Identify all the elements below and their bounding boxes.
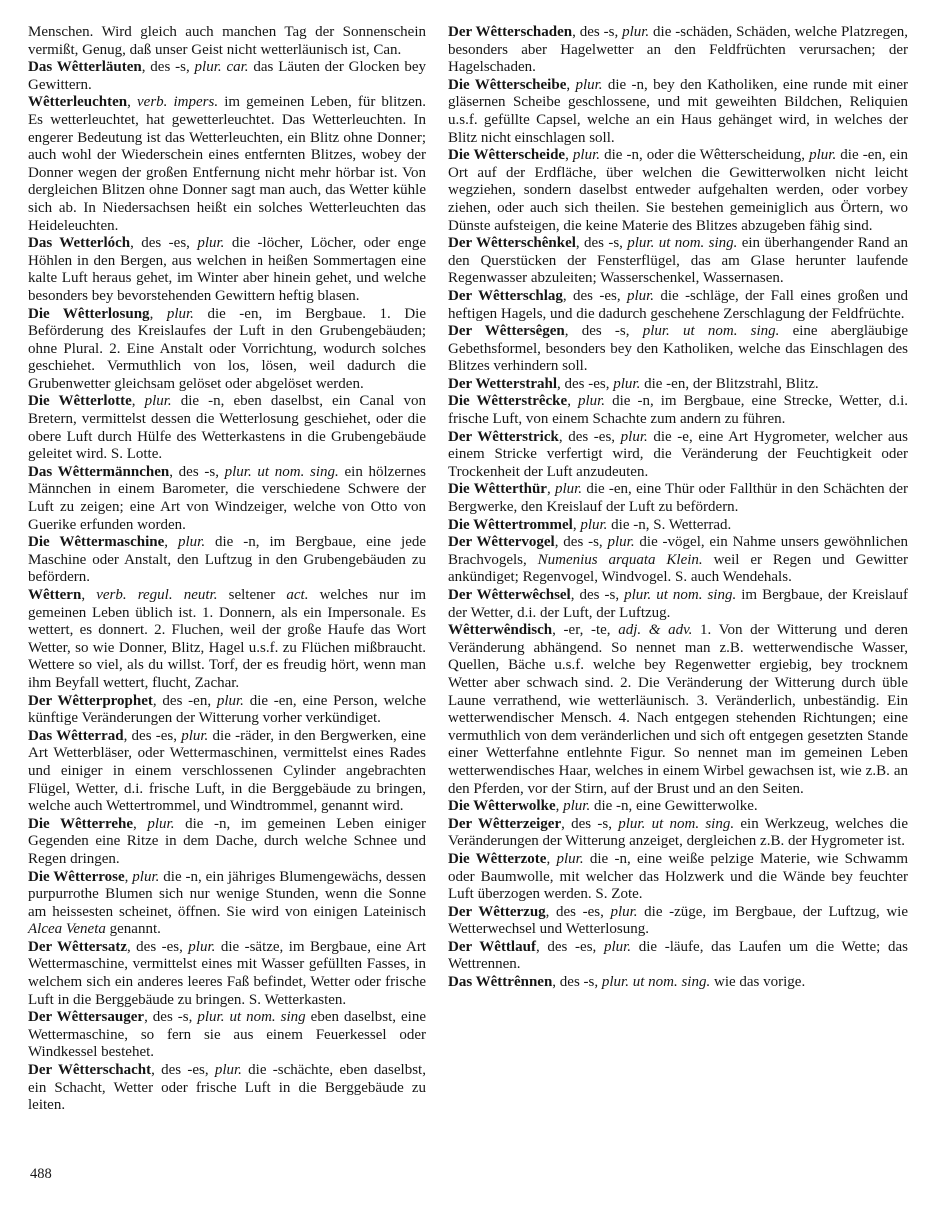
entry-text: , <box>565 147 573 164</box>
dictionary-entry <box>28 869 426 939</box>
entry-grammar-label: plur. <box>809 147 837 164</box>
entry-grammar-label: plur. car. <box>194 59 249 76</box>
entry-text: 1. Von der Witterung und deren Veränderung abhängend. So nennet man z.B. wetterwendische Wasser, Quellen, Bäche u.s.f. welche bey Regenwetter ergiebig, bey trocknem Wetter aber schwach sind. 2. Die Veränderung der Witterung durch üble Laune verrathend, wie wetterläunisch. 3. Veränderlich, unbeständig. Ein wetterwendischer Mensch. 4. Nach entgegen stehenden Richtungen; eine vermuthlich von dem veränderlichen und sich oft entgegen gesetzten Stande einer Wetterfahne entlehnte Figur. So nennet man im gemeinen Leben wetterwendisches Haar, welches in einem Wirbel gewachsen ist, wie z.B. an den Pferden, vor der Stirn, auf der Brust und an den Seiten. <box>448 622 908 797</box>
entry-headword: Die Wêtterscheibe <box>448 76 567 93</box>
entry-text: die -n, eben daselbst, ein Canal von Bretern, vermittelst dessen die Wetterlosung geschiehet, oder die obere Luft durch Hülfe des Wetterkastens in die Grubengebäude geleitet wird. S. Lotte. <box>28 393 426 463</box>
entry-text: , <box>149 305 167 322</box>
entry-text: die -en, im Bergbaue. 1. Die Beförderung des Kreislaufes der Luft in den Grubengebäuden; ohne Plural. 2. Eine Anstalt oder Vorrichtung, wodurch solches geschiehet. Vermuthlich von los, lösen, weil dadurch die Grubenwetter gleichsam gelöset oder abgelöset werden. <box>28 305 426 392</box>
entry-grammar-label: adj. & adv. <box>618 622 693 639</box>
entry-headword: Wêtterwêndisch <box>448 622 553 639</box>
entry-headword: Die Wêtterrehe <box>28 815 134 832</box>
entry-text: , <box>127 94 137 111</box>
entry-text: , des -s, <box>141 59 195 76</box>
dictionary-entry <box>448 288 908 323</box>
entry-text: seltener <box>217 587 287 603</box>
entry-text: , des -s, <box>561 815 619 832</box>
entry-text: , des -s, <box>575 235 628 252</box>
entry-text: , <box>164 534 178 551</box>
dictionary-entry <box>28 306 426 394</box>
dictionary-entry <box>28 534 426 587</box>
entry-text: die -n, im Bergbaue, eine jede Maschine oder Anstalt, den Luftzug in den Grubengebäuden zu befördern. <box>28 534 427 586</box>
entry-text: , <box>555 798 564 815</box>
entry-text: die -n, eine weiße pelzige Materie, wie Schwamm oder Baumwolle, mit welcher das Holzwerk und die Wände bey feuchter Luft überzogen werden. S. Zote. <box>448 850 908 903</box>
entry-text: , <box>567 393 578 410</box>
entry-headword: Die Wêtterzote <box>448 850 547 867</box>
entry-text: wie das vorige. <box>710 974 806 991</box>
entry-grammar-label: plur. <box>214 1062 242 1079</box>
entry-grammar-label: plur. ut nom. sing. <box>627 235 738 252</box>
entry-grammar-label: plur. <box>554 481 583 498</box>
dictionary-entry <box>448 587 908 622</box>
entry-grammar-label: verb. regul. neutr. <box>96 587 218 603</box>
entry-grammar-label: plur. <box>626 287 655 304</box>
entry-text: die -en, eine Person, welche künftige Veränderungen der Witterung vorher verkündiget. <box>28 692 426 727</box>
entry-grammar-label: plur. <box>603 938 632 955</box>
entry-text: die -n, ein jähriges Blumengewächs, dessen purpurrothe Blumen sich nur wenige Stunden, wenn die Sonne am heissesten scheinet, öffnen. Sie wird von einigen Lateinisch <box>28 868 427 920</box>
entry-text: , <box>131 393 145 410</box>
entry-headword: Wêttern <box>28 587 82 603</box>
entry-text: , <box>133 815 148 832</box>
entry-text: , des -es, <box>557 375 614 392</box>
entry-headword: Das Wêttermännchen <box>28 463 170 480</box>
dictionary-entry <box>28 94 426 235</box>
dictionary-entry <box>28 693 426 728</box>
dictionary-entry <box>28 1062 426 1115</box>
entry-headword: Der Wêttersêgen <box>448 323 565 340</box>
entry-text: Menschen. Wird gleich auch manchen Tag der Sonnenschein vermißt, Genug, daß unser Geist nicht wetterläunisch ist, Can. <box>28 24 426 58</box>
dictionary-entry <box>448 77 908 147</box>
entry-headword: Die Wêtterstrêcke <box>448 393 568 410</box>
entry-text: , des -s, <box>552 974 602 991</box>
entry-headword: Der Wêtterschacht <box>28 1062 152 1079</box>
entry-text: , -er, -te, <box>552 622 619 639</box>
entry-grammar-label: plur. ut nom. sing. <box>224 463 339 480</box>
entry-grammar-label: plur. <box>610 903 638 920</box>
entry-grammar-label: plur. <box>613 375 641 392</box>
dictionary-entry <box>28 728 426 816</box>
dictionary-entry <box>448 24 908 77</box>
entry-text: die -n, bey den Katholiken, eine runde mit einer gläsernen Scheibe geschlossene, und mit geweihten Bildchen, Reliquien u.s.f. gefüllte Capsel, welche an ein Haus gehänget wird, in welches der Blitz nicht einschlagen soll. <box>448 76 909 146</box>
entry-text: , des -s, <box>564 323 643 340</box>
dictionary-entry <box>28 24 426 59</box>
entry-headword: Der Wetterstrahl <box>448 375 557 392</box>
entry-text: im Bergbaue, der Kreislauf der Wetter, d.i. der Luft, der Luftzug. <box>448 587 908 621</box>
entry-text: ein Werkzeug, welches die Veränderungen der Witterung anzeiget, dergleichen z.B. der Hygrometer ist. <box>448 815 908 850</box>
entry-text: die -en, ein Ort auf der Erdfläche, über welchen die Gewitterwolken nicht leicht wegziehen, sondern daselbst entweder aufgehalten werden, oder vorbey ziehen, oder auch sich theilen. Sie bestehen gemeiniglich aus Örtern, wo Dünste aufsteigen, die keine Materie des Blitzes abzugeben fähig sind. <box>448 147 908 234</box>
entry-headword: Das Wêtterläuten <box>28 59 142 76</box>
dictionary-entry <box>448 376 908 394</box>
entry-grammar-label: plur. <box>144 393 172 410</box>
right-column <box>448 24 908 1115</box>
entry-text: die -e, eine Art Hygrometer, welcher aus einem Stricke verfertigt wird, die Veränderung der Feuchtigkeit oder Trockenheit der Luft anzudeuten. <box>448 428 908 480</box>
dictionary-entry <box>448 323 908 376</box>
entry-grammar-label: plur. ut nom. sing. <box>618 815 735 832</box>
entry-text: die -schächte, eben daselbst, ein Schacht, Wetter oder frische Luft in die Berggebäude zu leiten. <box>28 1062 426 1114</box>
dictionary-entry <box>28 939 426 1009</box>
dictionary-entry <box>28 393 426 463</box>
entry-grammar-label: Numenius arquata Klein. <box>537 551 703 568</box>
entry-headword: Das Wêttrênnen <box>448 974 553 991</box>
entry-text: die -n, S. Wetterrad. <box>607 516 732 533</box>
entry-text: die -n, im Bergbaue, eine Strecke, Wetter, d.i. frische Luft, von einem Schachte zum andern zu führen. <box>448 393 909 428</box>
entry-text: weil er Regen und Gewitter ankündiget; Regenvogel, Windvogel. S. auch Wendehals. <box>448 551 908 586</box>
entry-text: , des -es, <box>558 428 621 445</box>
dictionary-entry <box>28 235 426 305</box>
entry-grammar-label: verb. impers. <box>137 94 219 111</box>
entry-text: welches nur im gemeinen Leben üblich ist. 1. Donnern, als ein Impersonale. Es wettert, es donnert. 2. Fluchen, weil der große Haufe das Wort Wetter, so wie Donner, Blitz, Hagel u.s.f. zu Flüchen mißbraucht. Wettere so viel, als du willst. Torf, der es freudig hört, wenn man ihm Beyfall wettert, flucht, Zachar. <box>28 587 427 691</box>
entry-text: , des -es, <box>151 1062 215 1079</box>
entry-headword: Der Wêtterzeiger <box>448 815 562 832</box>
entry-headword: Das Wetterlóch <box>28 235 131 252</box>
entry-grammar-label: plur. <box>580 516 608 533</box>
entry-text: , des -es, <box>562 287 627 304</box>
dictionary-entry <box>448 147 908 235</box>
entry-text: , <box>546 850 557 867</box>
dictionary-entry <box>448 974 908 992</box>
entry-text: die -löcher, Löcher, oder enge Höhlen in den Bergen, aus welchen in heißen Sommertagen eine kalte Luft heraus gehet, im Winter aber hinein gehet, und welche besonders bey bevorstehenden Gewittern heftig blasen. <box>28 235 426 304</box>
entry-text: , des -es, <box>545 903 611 920</box>
entry-headword: Der Wêttersatz <box>28 938 127 955</box>
entry-grammar-label: plur. <box>575 76 603 93</box>
entry-text: , des -en, <box>152 692 217 709</box>
entry-text: die -schläge, der Fall eines großen und heftigen Hagels, und die dadurch geschehene Zerschlagung der Feldfrüchte. <box>448 287 908 322</box>
entry-text: , des -s, <box>554 534 608 551</box>
entry-headword: Die Wêtterscheide <box>448 147 566 164</box>
entry-grammar-label: plur. <box>177 534 206 551</box>
entry-headword: Wêtterleuchten <box>28 94 128 111</box>
entry-grammar-label: plur. <box>188 938 216 955</box>
dictionary-entry <box>28 816 426 869</box>
entry-text: im gemeinen Leben, für blitzen. Es wetterleuchtet, hat gewetterleuchtet. Das Wetterleuchten. In engerer Bedeutung ist das Wetterleuchten, ein Blitz ohne Donner; auch wohl der Wiederschein eines entfernten Blitzes, wobey der Donner wegen der großen Entfernung nicht mehr hörbar ist. Von dergleichen Blitzen ohne Donner sagt man auch, das Wetter kühle sich ab. In Niedersachsen heißt ein solches Wetterleuchten das Heideleuchten. <box>28 94 427 234</box>
entry-headword: Der Wêtterwêchsel <box>448 587 571 603</box>
entry-grammar-label: plur. <box>607 534 635 551</box>
dictionary-entry <box>448 517 908 535</box>
entry-text: , des -s, <box>572 24 623 40</box>
entry-text: die -en, eine Thür oder Fallthür in den Schächten der Bergwerke, den Kreislauf der Luft zu befördern. <box>448 481 909 516</box>
entry-grammar-label: plur. <box>181 727 209 744</box>
dictionary-entry <box>448 235 908 288</box>
entry-text: die -sätze, im Bergbaue, eine Art Wettermaschine, vermittelst eines mit Wasser gefüllten Fasses, in welchem sich ein anderes leeres Faß befindet, Wetter oder frische Luft in die Berggebäude zu bringen. S. Wetterkasten. <box>28 938 426 1008</box>
entry-headword: Die Wêtterwolke <box>448 798 556 815</box>
entry-text: , des -es, <box>130 235 198 252</box>
entry-text: , des -s, <box>144 1009 198 1026</box>
dictionary-entry <box>448 622 908 798</box>
entry-text: die -räder, in den Bergwerken, eine Art Wetterbläser, oder Wettermaschinen, vermittelst eines Rades und einiger in einem verschlossenen Cylinder angebrachten Flügel, Wetter, d.i. frische Luft, in die Berggebäude zu bringen, welche auch Wettertrommel, und Windtrommel, genannt wird. <box>28 727 426 815</box>
dictionary-entry <box>28 1009 426 1062</box>
entry-grammar-label: plur. <box>622 24 650 40</box>
entry-grammar-label: plur. <box>620 428 648 445</box>
entry-text: die -vögel, ein Nahme unsers gewöhnlichen Brachvogels, <box>448 534 908 568</box>
dictionary-entry <box>448 481 908 516</box>
entry-headword: Der Wêttersauger <box>28 1009 145 1026</box>
entry-text: eine abergläubige Gebethsformel, besonders bey den Katholiken, welche das Einschlagen des Blitzes verhindern soll. <box>448 323 908 375</box>
entry-text: , des -s, <box>570 587 625 603</box>
entry-text: , des -s, <box>169 463 225 480</box>
entry-grammar-label: Alcea Veneta <box>28 921 106 938</box>
entry-text: die -läufe, das Laufen um die Wette; das Wettrennen. <box>448 938 908 973</box>
entry-text: die -n, im gemeinen Leben einiger Gegenden eine Ritze in dem Dache, durch welche Schnee und Regen dringen. <box>28 815 427 867</box>
dictionary-entry <box>28 59 426 94</box>
entry-headword: Die Wêttertrommel <box>448 516 573 533</box>
entry-headword: Der Wêtterstrick <box>448 428 559 445</box>
entry-text: , <box>566 76 576 93</box>
entry-grammar-label: plur. ut nom. sing. <box>624 587 737 603</box>
entry-text: , des -es, <box>123 727 182 744</box>
entry-text: die -n, oder die Wêtterscheidung, <box>600 147 810 164</box>
entry-text: das Läuten der Glocken bey Gewittern. <box>28 59 426 93</box>
entry-grammar-label: plur. <box>556 850 584 867</box>
entry-headword: Der Wêtterschaden <box>448 24 573 40</box>
dictionary-entry <box>448 393 908 428</box>
dictionary-entry <box>28 587 426 693</box>
dictionary-entry <box>448 851 908 904</box>
entry-headword: Der Wêttervogel <box>448 534 555 551</box>
entry-text: , <box>124 868 133 885</box>
entry-headword: Die Wêtterrose <box>28 868 125 885</box>
entry-text: , <box>81 587 97 603</box>
text-columns <box>28 24 935 1115</box>
entry-grammar-label: plur. <box>197 235 225 252</box>
entry-text: die -n, eine Gewitterwolke. <box>590 798 758 815</box>
entry-headword: Die Wêtterlosung <box>28 305 150 322</box>
entry-headword: Die Wêtterlotte <box>28 393 132 410</box>
entry-text: eben daselbst, eine Wettermaschine, so fern sie aus einem Feuerkessel oder Windkessel bestehet. <box>28 1009 427 1061</box>
entry-headword: Der Wêtterschênkel <box>448 235 576 252</box>
entry-text: , des -es, <box>535 938 604 955</box>
entry-text: die -en, der Blitzstrahl, Blitz. <box>640 375 819 392</box>
dictionary-entry <box>448 939 908 974</box>
entry-headword: Der Wêttlauf <box>448 938 536 955</box>
entry-grammar-label: plur. ut nom. sing <box>197 1009 306 1026</box>
entry-headword: Der Wêtterschlag <box>448 287 563 304</box>
entry-grammar-label: plur. <box>132 868 160 885</box>
dictionary-entry <box>28 464 426 534</box>
dictionary-entry <box>448 798 908 816</box>
left-column <box>28 24 426 1115</box>
entry-text: die -züge, im Bergbaue, der Luftzug, wie Wetterwechsel und Wetterlosung. <box>448 903 908 938</box>
entry-headword: Der Wêtterprophet <box>28 692 153 709</box>
entry-headword: Die Wêttermaschine <box>28 534 165 551</box>
dictionary-entry <box>448 816 908 851</box>
entry-grammar-label: act. <box>286 587 309 603</box>
entry-text: , des -es, <box>127 938 189 955</box>
entry-text: die -schäden, Schäden, welche Platzregen, besonders aber Hagelwetter an den Feldfrüchten verursachen; der Hagelschaden. <box>448 24 909 76</box>
entry-grammar-label: plur. <box>563 798 591 815</box>
dictionary-entry <box>448 534 908 587</box>
entry-headword: Das Wêtterrad <box>28 727 124 744</box>
entry-text: , <box>546 481 555 498</box>
entry-grammar-label: plur. ut nom. sing. <box>642 323 780 340</box>
entry-text: ein überhangender Rand an den Querstücken der Fensterflügel, das am Glase herunter laufende Regenwasser abzuleiten; Wasserschenkel, Wassernasen. <box>448 235 908 287</box>
entry-grammar-label: plur. <box>216 692 244 709</box>
entry-text: ein hölzernes Männchen in einem Barometer, die verschiedene Schwere der Luft zu zeigen; eine Art von Windzeiger, welche von Otto von Guerike erfunden worden. <box>28 463 426 533</box>
page-number: 488 <box>30 1166 52 1182</box>
entry-grammar-label: plur. ut nom. sing. <box>601 974 711 991</box>
entry-headword: Der Wêtterzug <box>448 903 546 920</box>
entry-text: , <box>572 516 581 533</box>
dictionary-entry <box>448 429 908 482</box>
entry-headword: Die Wêtterthür <box>448 481 547 498</box>
entry-text: genannt. <box>105 921 161 938</box>
dictionary-entry <box>448 904 908 939</box>
entry-grammar-label: plur. <box>572 147 601 164</box>
entry-grammar-label: plur. <box>147 815 175 832</box>
entry-grammar-label: plur. <box>577 393 606 410</box>
entry-grammar-label: plur. <box>166 305 194 322</box>
